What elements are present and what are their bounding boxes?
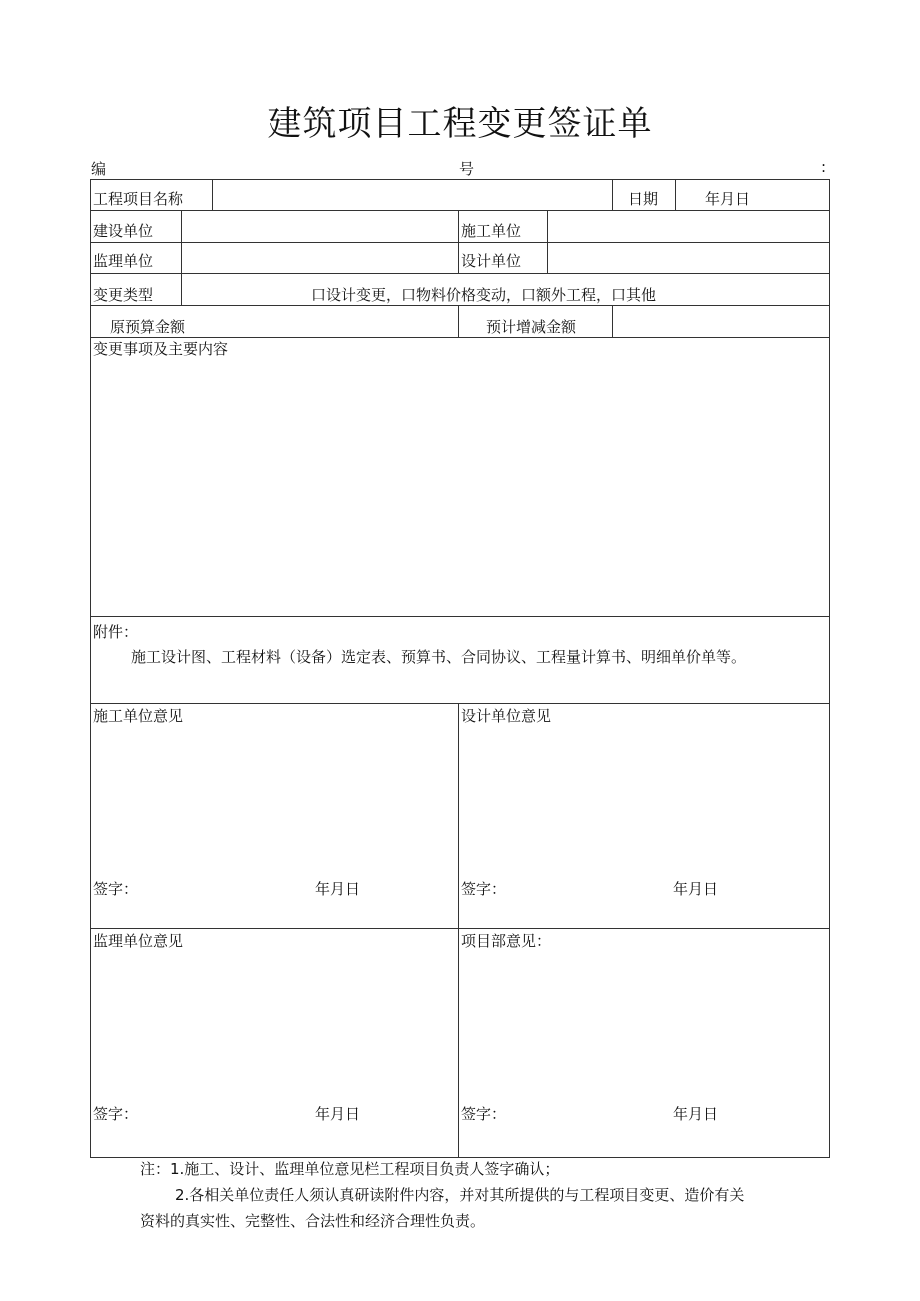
- designer-sign-date: 年月日: [673, 880, 719, 898]
- supervisor-sign-date: 年月日: [315, 1105, 361, 1123]
- supervisor-opinion-label: 监理单位意见: [93, 932, 184, 950]
- note-line-1: 注：1.施工、设计、监理单位意见栏工程项目负责人签字确认；: [140, 1160, 560, 1178]
- project-name-label: 工程项目名称: [93, 190, 184, 208]
- change-type-label: 变更类型: [93, 286, 154, 304]
- project-dept-sign-date: 年月日: [673, 1105, 719, 1123]
- contractor-opinion-label: 施工单位意见: [93, 707, 184, 725]
- attachment-label: 附件：: [93, 623, 139, 641]
- original-budget-label: 原预算金额: [110, 318, 186, 336]
- designer-sign-label: 签字：: [461, 880, 507, 898]
- note-line-2: 2.各相关单位责任人须认真研读附件内容，并对其所提供的与工程项目变更、造价有关: [175, 1186, 745, 1204]
- date-label: 日期: [628, 190, 659, 208]
- contractor-label: 施工单位: [461, 222, 522, 240]
- attachment-text: 施工设计图、工程材料（设备）选定表、预算书、合同协议、工程量计算书、明细单价单等。: [131, 648, 747, 666]
- estimated-change-label: 预计增减金额: [486, 318, 577, 336]
- project-dept-opinion-label: 项目部意见：: [461, 932, 552, 950]
- number-label-colon: :: [821, 158, 827, 176]
- number-label-middle: 号: [459, 160, 475, 178]
- contractor-sign-date: 年月日: [315, 880, 361, 898]
- note-line-3: 资料的真实性、完整性、合法性和经济合理性负责。: [140, 1212, 486, 1230]
- date-value: 年月日: [705, 190, 751, 208]
- change-type-options: 口设计变更，口物料价格变动，口额外工程，口其他: [311, 286, 657, 304]
- supervisor-label: 监理单位: [93, 252, 154, 270]
- number-line: [91, 158, 829, 178]
- number-label-left: 编: [91, 160, 107, 178]
- form-table: [90, 179, 830, 1158]
- change-content-label: 变更事项及主要内容: [93, 340, 229, 358]
- project-dept-sign-label: 签字：: [461, 1105, 507, 1123]
- form-title: 建筑项目工程变更签证单: [267, 104, 653, 144]
- owner-label: 建设单位: [93, 222, 154, 240]
- designer-opinion-label: 设计单位意见: [461, 707, 552, 725]
- contractor-sign-label: 签字：: [93, 880, 139, 898]
- supervisor-sign-label: 签字：: [93, 1105, 139, 1123]
- designer-label: 设计单位: [461, 252, 522, 270]
